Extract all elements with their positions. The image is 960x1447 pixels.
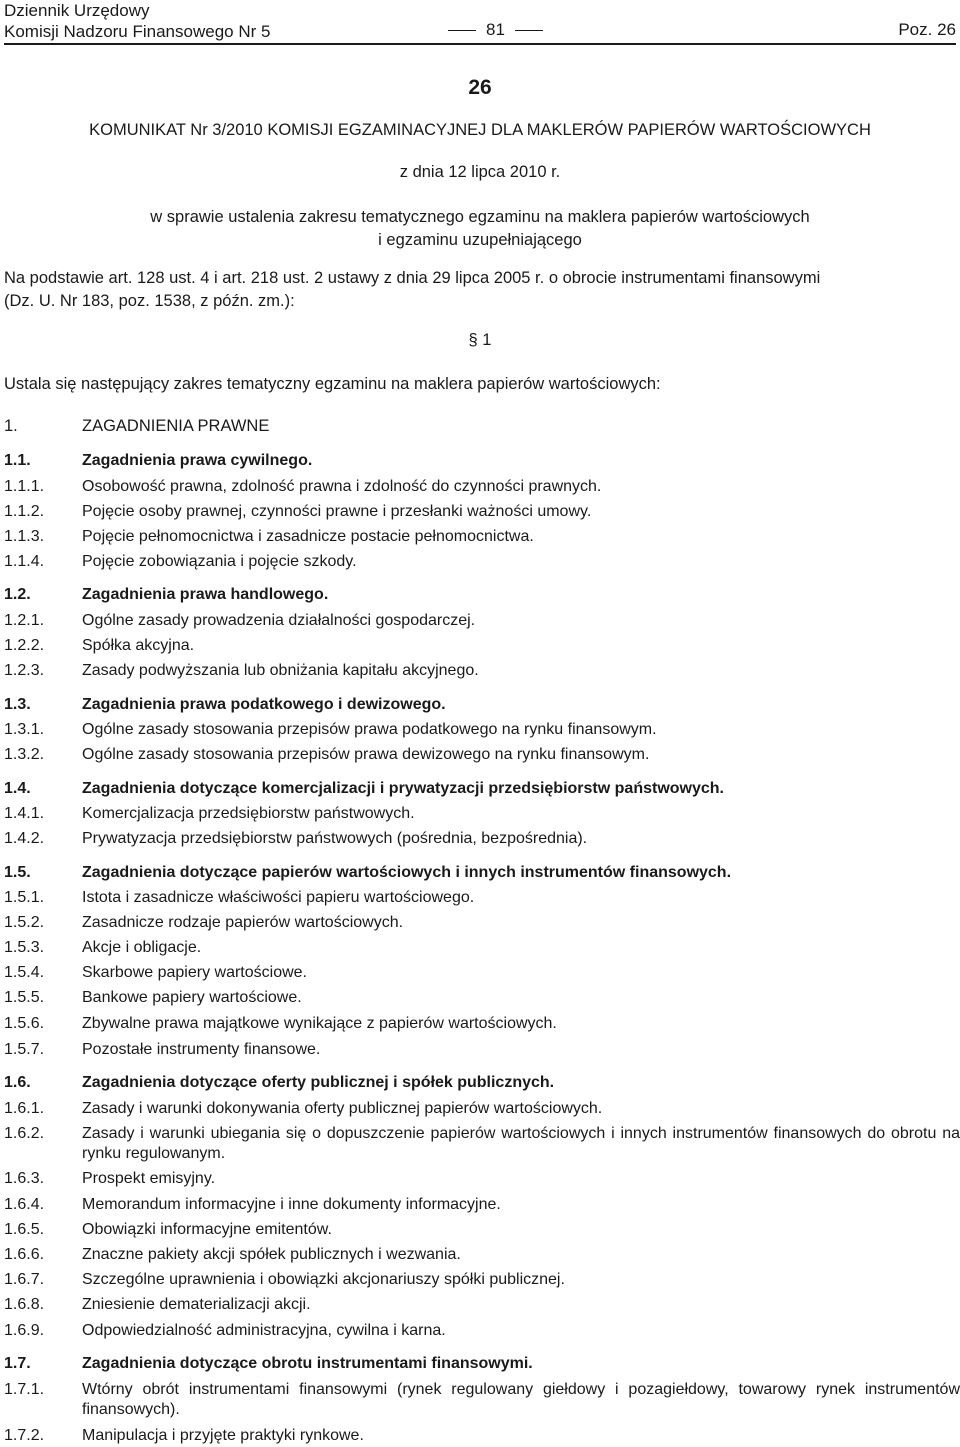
item-text: Memorandum informacyjne i inne dokumenty informacyjne. [82,1196,501,1213]
item-text: Osobowość prawna, zdolność prawna i zdolność do czynności prawnych. [82,478,602,495]
item-text: Odpowiedzialność administracyjna, cywilna i karna. [82,1322,446,1339]
item-number: 1.6.7. [4,1271,45,1288]
item-number: 1.2.2. [4,637,45,654]
item-number: 1.6.5. [4,1221,45,1238]
item-text: Ogólne zasady prowadzenia działalności gospodarczej. [82,612,476,629]
journal-name: Dziennik Urzędowy [4,1,150,20]
item-text: Pojęcie zobowiązania i pojęcie szkody. [82,553,357,570]
item-number: 1.1.2. [4,503,45,520]
legal-basis-line: Na podstawie art. 128 ust. 4 i art. 218 ust. 2 ustawy z dnia 29 lipca 2005 r. o obrocie instrumentami finansowymi [4,269,821,287]
item-number: 1.7.2. [4,1427,45,1444]
item-number: 1.6.3. [4,1170,45,1187]
document-title: KOMUNIKAT Nr 3/2010 KOMISJI EGZAMINACYJNEJ DLA MAKLERÓW PAPIERÓW WARTOŚCIOWYCH [89,121,871,139]
document-number: 26 [468,76,492,99]
item-number: 1.4. [4,780,31,797]
item-number: 1.4.1. [4,805,45,822]
item-number: 1.6.2. [4,1125,45,1142]
item-number: 1.5.1. [4,889,45,906]
item-text: Zasadnicze rodzaje papierów wartościowych. [82,914,404,931]
item-text: Prywatyzacja przedsiębiorstw państwowych (pośrednia, bezpośrednia). [82,830,588,847]
item-number: 1.7. [4,1355,31,1372]
item-number: 1.1.3. [4,528,45,545]
item-number: 1.5.4. [4,964,45,981]
item-text: Znaczne pakiety akcji spółek publicznych i wezwania. [82,1246,461,1263]
item-number: 1.5.2. [4,914,45,931]
item-text: Zagadnienia dotyczące obrotu instrumentami finansowymi. [82,1355,533,1372]
item-number: 1.5.7. [4,1041,45,1058]
item-text: Pojęcie osoby prawnej, czynności prawne i przesłanki ważności umowy. [82,503,592,520]
item-text: Akcje i obligacje. [82,939,202,956]
item-number: 1.5.5. [4,989,45,1006]
item-text: Wtórny obrót instrumentami finansowymi (rynek regulowany giełdowy i pozagiełdowy, towarowy rynek instrumentów finansowych). [82,1381,960,1418]
position-label: Poz. 26 [898,20,956,39]
item-text: Zagadnienia dotyczące oferty publicznej i spółek publicznych. [82,1074,555,1091]
item-text: Zbywalne prawa majątkowe wynikające z papierów wartościowych. [82,1015,557,1032]
subject-line: w sprawie ustalenia zakresu tematycznego egzaminu na maklera papierów wartościowych [150,208,810,226]
item-text: Zagadnienia prawa podatkowego i dewizowego. [82,696,446,713]
item-number: 1.5.3. [4,939,45,956]
item-number: 1.5.6. [4,1015,45,1032]
item-number: 1.2.3. [4,662,45,679]
legal-basis-line: (Dz. U. Nr 183, poz. 1538, z późn. zm.): [4,292,295,310]
item-text: Ogólne zasady stosowania przepisów prawa podatkowego na rynku finansowym. [82,721,657,738]
item-number: 1.1. [4,452,31,469]
legal-basis [4,267,960,313]
dash-left [448,30,476,31]
item-text: Istota i zasadnicze właściwości papieru wartościowego. [82,889,475,906]
item-number: 1. [4,417,18,435]
item-number: 1.2. [4,586,31,603]
journal-issue: Komisji Nadzoru Finansowego Nr 5 [4,22,271,41]
item-number: 1.6.1. [4,1100,45,1117]
journal-header [4,0,270,42]
item-text: ZAGADNIENIA PRAWNE [82,417,270,435]
item-number: 1.3.2. [4,746,45,763]
page-number-block [438,19,553,40]
item-number: 1.3. [4,696,31,713]
document-date: z dnia 12 lipca 2010 r. [399,163,561,181]
item-text: Skarbowe papiery wartościowe. [82,964,307,981]
item-text: Zasady podwyższania lub obniżania kapitału akcyjnego. [82,662,479,679]
item-number: 1.1.4. [4,553,45,570]
item-text: Pojęcie pełnomocnictwa i zasadnicze postacie pełnomocnictwa. [82,528,534,545]
item-text: Manipulacja i przyjęte praktyki rynkowe. [82,1427,364,1444]
item-text: Komercjalizacja przedsiębiorstw państwowych. [82,805,415,822]
intro-text: Ustala się następujący zakres tematyczny egzaminu na maklera papierów wartościowych: [4,375,661,393]
item-number: 1.6. [4,1074,31,1091]
item-number: 1.1.1. [4,478,45,495]
item-text: Spółka akcyjna. [82,637,195,654]
item-text: Szczególne uprawnienia i obowiązki akcjonariuszy spółki publicznej. [82,1271,565,1288]
item-number: 1.6.6. [4,1246,45,1263]
item-text: Zagadnienia dotyczące komercjalizacji i prywatyzacji przedsiębiorstw państwowych. [82,780,724,797]
dash-right [515,30,543,31]
paragraph-mark: § 1 [468,331,492,349]
item-number: 1.6.9. [4,1322,45,1339]
item-text: Obowiązki informacyjne emitentów. [82,1221,332,1238]
item-number: 1.4.2. [4,830,45,847]
item-number: 1.5. [4,864,31,881]
item-text: Pozostałe instrumenty finansowe. [82,1041,321,1058]
page-number: 81 [486,20,505,39]
item-number: 1.7.1. [4,1381,45,1398]
item-text: Ogólne zasady stosowania przepisów prawa dewizowego na rynku finansowym. [82,746,650,763]
item-text: Zagadnienia prawa cywilnego. [82,452,313,469]
item-number: 1.6.4. [4,1196,45,1213]
subject-line: i egzaminu uzupełniającego [378,231,582,249]
header-rule [4,43,956,45]
item-text: Zniesienie dematerializacji akcji. [82,1296,311,1313]
item-number: 1.6.8. [4,1296,45,1313]
document-subject [0,206,960,252]
item-text: Prospekt emisyjny. [82,1170,216,1187]
item-text: Zagadnienia dotyczące papierów wartościowych i innych instrumentów finansowych. [82,864,732,881]
item-number: 1.3.1. [4,721,45,738]
item-text: Zasady i warunki ubiegania się o dopuszczenie papierów wartościowych i innych instrumentów finansowych do obrotu na rynku regulowanym. [82,1125,960,1162]
item-text: Zagadnienia prawa handlowego. [82,586,329,603]
item-number: 1.2.1. [4,612,45,629]
item-text: Bankowe papiery wartościowe. [82,989,302,1006]
item-text: Zasady i warunki dokonywania oferty publicznej papierów wartościowych. [82,1100,603,1117]
